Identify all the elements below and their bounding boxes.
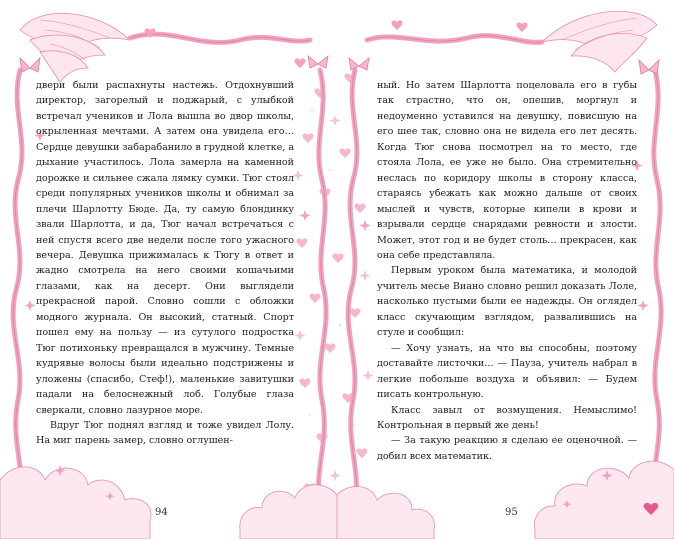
right-paragraph: — За такую реакцию я сделаю ее оценочной. — добил всех математик. bbox=[377, 435, 637, 462]
left-paragraph: двери были распахнуты настежь. Отдохнувший директор, загорелый и поджарый, с улыбкой встречал учеников и Лола вышла во двор школы, окрыленная мечтами. А затем она увидела его… Сердце девушки забарабанило в грудной клетке, а дыхание участилось. Лола замерла на каменной дорожке и сильнее сжала лямку сумки. Тюг стоял среди популярных учеников школы и обнимал за плечи Шарлотту Бюде. Да, ту самую блондинку звали Шарлотта, и да, Тюг начал встречаться с ней спустя всего две недели после того ужасного вечера. Девушка прижималась к Тюгу в ответ и жадно смотрела на него своими кошачьими глазами, как на десерт. Они выглядели прекрасной парой. Словно сошли с обложки модного журнала. Он высокий, статный. Спорт пошел ему на пользу — из сутулого подростка Тюг потихоньку превращался в мужчину. Темные кудрявые волосы были идеально подстрижены и уложены (спасибо, Стеф!), маленькие завитушки падали на белоснежный лоб. Голубые глаза сверкали, словно лазурное море. bbox=[36, 80, 294, 416]
left-page-text bbox=[36, 78, 294, 449]
left-paragraph: Вдруг Тюг поднял взгляд и тоже увидел Лолу. На миг парень замер, словно оглушен- bbox=[36, 419, 294, 447]
right-paragraph: Первым уроком была математика, и молодой учитель месье Виано словно решил доказать Лоле, насколько пустыми были ее надежды. Он оглядел класс скучающим взглядом, развалившись на стуле и сообщил: bbox=[377, 265, 637, 339]
right-page bbox=[337, 0, 674, 539]
page-number-right: 95 bbox=[505, 507, 518, 518]
right-paragraph: ный. Но затем Шарлотта поцеловала его в губы так страстно, что он, опешив, моргнул и недоуменно уставился на девушку, повисшую на его шее так, словно она не видела его лет десять. Когда Тюг снова посмотрел на то место, где стояла Лола, ее уже не было. Она стремительно неслась по коридору школы в сторону класса, стараясь убежать как можно дальше от своих мыслей и чувств, которые кипели в крови и взрывали сердце снарядами ревности и злости. Может, этот год и не будет столь… прекрасен, как она себе представляла. bbox=[377, 80, 637, 261]
page-number-left: 94 bbox=[155, 507, 168, 518]
right-paragraph: Класс завыл от возмущения. Немыслимо! Контрольная в первый же день! bbox=[377, 404, 637, 431]
left-page bbox=[0, 0, 337, 539]
right-paragraph: — Хочу узнать, на что вы способны, поэтому доставайте листочки… — Пауза, учитель набрал в легкие побольше воздуха и объявил: — Будем писать контрольную. bbox=[377, 342, 637, 401]
right-page-text bbox=[377, 78, 637, 464]
